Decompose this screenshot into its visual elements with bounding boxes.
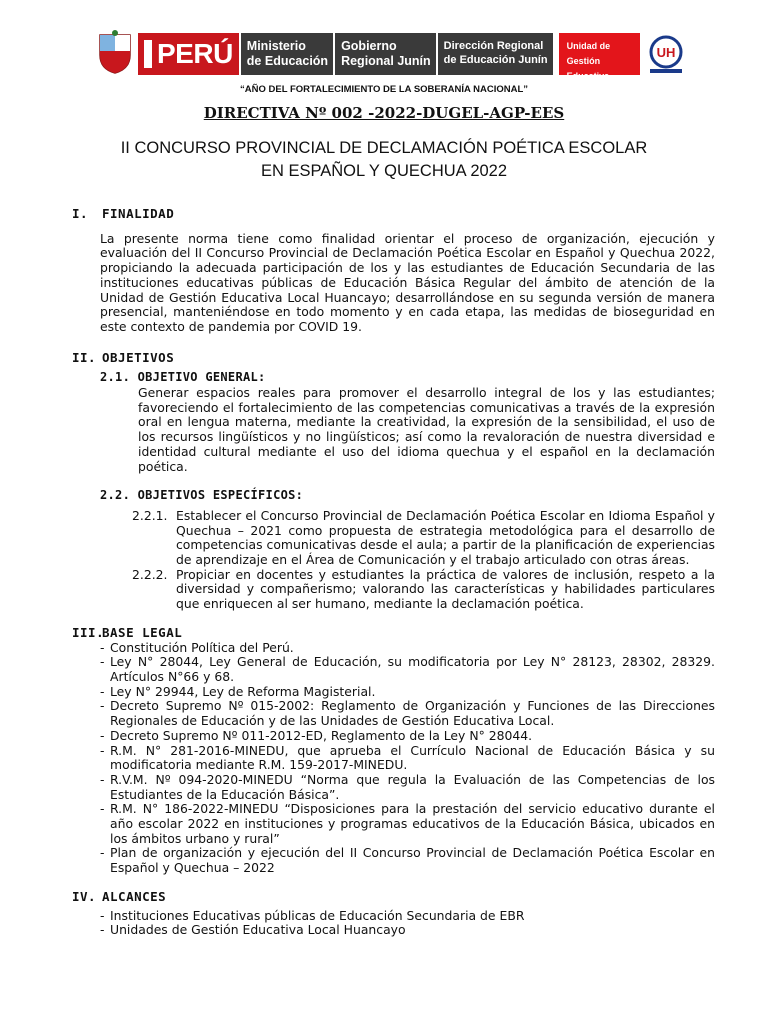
list-item: 2.2.2. Propiciar en docentes y estudiantes la práctica de valores de inclusión, respeto a la diversidad y compañerismo; valorando las características y habilidades particulares que enriquecen al ser humano, mediante la declamación poética. [132, 566, 715, 612]
list-item: - Decreto Supremo Nº 015-2002: Reglamento de Organización y Funciones de las Direcciones Regionales de Educación y de las Unidades de Gestión Educativa Local. [100, 698, 715, 729]
peru-coat-of-arms-icon [92, 29, 138, 75]
list-item: - R.M. N° 186-2022-MINEDU “Disposiciones para la prestación del servicio educativo durante el año escolar 2022 en instituciones y programas educativos de la Educación Básica, ubicados en los ámbitos urbano y rural” [100, 801, 715, 846]
peru-brand: PERÚ [138, 33, 239, 75]
title-line-1: II CONCURSO PROVINCIAL DE DECLAMACIÓN POÉTICA ESCOLAR [120, 139, 648, 157]
list-item: - Ley N° 28044, Ley General de Educación, su modificatoria por Ley N° 28123, 28302, 28329. Artículos N°66 y 68. [100, 654, 715, 684]
specific-objectives-list [72, 509, 715, 612]
title-line-2: EN ESPAÑOL Y QUECHUA 2022 [260, 162, 508, 180]
list-item: 2.2.1. Establecer el Concurso Provincial de Declamación Poética Escolar en Idioma Español y Quechua – 2021 como propuesta de estrategia metodológica para el desarrollo de competencias comunicativas desde el aula; a partir de la planificación de experiencias de aprendizaje en el Área de Comunicación y el trabajo articulado con otras áreas. [132, 507, 715, 568]
gobierno-line1: Gobierno [341, 39, 397, 53]
list-item: - Ley N° 29944, Ley de Reforma Magisterial. [100, 683, 376, 699]
subsection-heading-especificos: 2.2. OBJETIVOS ESPECÍFICOS: [100, 488, 304, 503]
list-item: - R.M. N° 281-2016-MINEDU, que aprueba el Currículo Nacional de Educación Básica y su modificatoria mediante R.M. 159-2017-MINEDU. [100, 742, 715, 773]
document-title [0, 137, 768, 183]
section-heading-finalidad: I. FINALIDAD [72, 206, 175, 221]
ugel-box: Unidad de Gestión Educativa Local Huancayo [559, 33, 640, 75]
list-item: - Plan de organización y ejecución del II Concurso Provincial de Declamación Poética Escolar en Español y Quechua – 2022 [100, 845, 715, 876]
dre-line2: de Educación Junín [443, 54, 548, 66]
ugel-logo-icon [644, 33, 688, 75]
ministerio-line2: de Educación [246, 53, 329, 68]
list-item: - Constitución Política del Perú. [100, 639, 294, 655]
svg-text:UH: UH [656, 45, 676, 60]
base-legal-list [100, 641, 715, 876]
general-objective-paragraph: Generar espacios reales para promover el desarrollo integral de los y las estudiantes; favoreciendo el fortalecimiento de las competencias comunicativas a través de la expresión oral en lengua materna, mediante la creatividad, la expresión de la sensibilidad, el uso de los recursos lingüísticos y no lingüísticos; así como la revaloración de nuestra diversidad e identidad cultural mediante el uso del idioma quechua y el español en la declamación poética. [138, 385, 715, 474]
section-heading-base-legal: III.BASE LEGAL [72, 624, 183, 640]
dre-box [436, 33, 553, 75]
gobierno-line2: Regional Junín [341, 53, 431, 68]
alcances-list [100, 909, 715, 938]
list-item: - Unidades de Gestión Educativa Local Huancayo [100, 922, 406, 938]
directive-number: DIRECTIVA Nº 002 -2022-DUGEL-AGP-EES [203, 104, 565, 122]
dre-line1: Dirección Regional [443, 40, 544, 52]
list-item: - Decreto Supremo Nº 011-2012-ED, Reglamento de la Ley N° 28044. [100, 727, 533, 743]
subsection-heading-general: 2.1. OBJETIVO GENERAL: [100, 370, 266, 385]
document-body [72, 207, 715, 938]
section-heading-alcances: IV. ALCANCES [72, 888, 167, 904]
ministerio-line1: Ministerio [246, 39, 306, 53]
ministerio-box [239, 33, 333, 75]
gobierno-box [333, 33, 436, 75]
list-item: - R.V.M. Nº 094-2020-MINEDU “Norma que regula la Evaluación de las Competencias de los Estudiantes de la Educación Básica”. [100, 771, 715, 802]
finalidad-paragraph: La presente norma tiene como finalidad orientar el proceso de organización, ejecución y evaluación del II Concurso Provincial de Declamación Poética Escolar en Español y Quechua 2022, propiciando la adecuada participación de los y las estudiantes de Educación Secundaria de las instituciones educativas públicas de Educación Básica Regular del ámbito de atención de la Unidad de Gestión Educativa Local Huancayo; desarrollándose en su segunda versión de manera presencial, manteniéndose en todo momento y en cada etapa, las medidas de bioseguridad en este contexto de pandemia por COVID 19. [100, 230, 715, 334]
section-heading-objetivos: II. OBJETIVOS [72, 349, 175, 365]
year-motto: “AÑO DEL FORTALECIMIENTO DE LA SOBERANÍA NACIONAL” [240, 84, 528, 95]
list-item: - Instituciones Educativas públicas de Educación Secundaria de EBR [100, 907, 525, 923]
